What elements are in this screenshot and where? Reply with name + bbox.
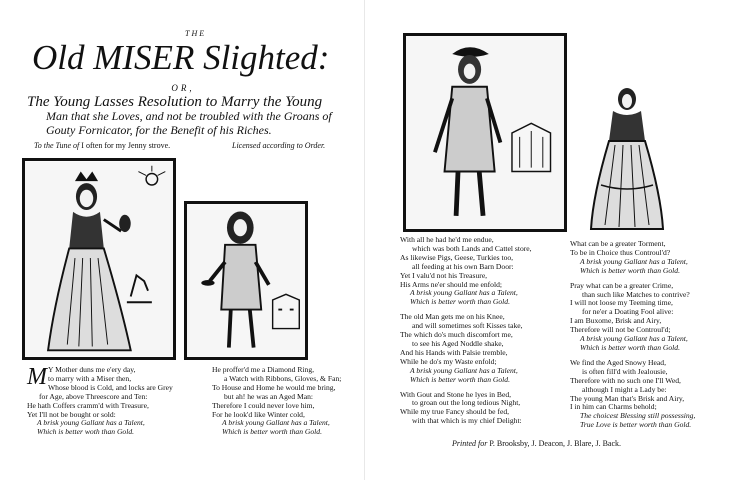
verse-line: Therefore I could never love him, [212,400,315,410]
verse-line: And his Hands with Palsie tremble, [400,347,508,357]
verse-line: all feeding at his own Barn Door: [412,261,514,271]
refrain-line: A brisk young Gallant has a Talent, [410,288,518,298]
verse-column-4 [570,240,730,430]
verse-line: to marry with a Miser then, [48,373,132,383]
subtitle-line-1: The Young Lasses Resolution to Marry the Young [27,94,323,110]
verse-line: The which do's much discomfort me, [400,330,513,340]
verse-column-1 [27,366,202,437]
verse-line: to groan out the long tedious Night, [412,398,521,408]
verse-line: The young Man that's Brisk and Airy, [570,393,685,403]
refrain-line: Which is better worth than Gold. [410,297,510,307]
imprint-label: Printed for [452,439,488,448]
verse-line: which was both Lands and Cattel store, [412,243,532,253]
verse-line: I in him can Charms behold; [570,402,657,412]
verse-column-2 [212,366,377,437]
verse-line: To House and Home he would me bring, [212,382,336,392]
refrain-line: Which is better woth than Gold. [37,427,135,437]
verse-line: for Age, above Threescore and Ten: [39,391,148,401]
subtitle-rest: Man that she Loves, and not be troubled with the Groans of Gouty Fornicator, for the Benefit of his Riches. [46,109,332,137]
woodcut-lady-in-gown [585,85,669,232]
verse-line: As likewise Pigs, Geese, Turkies too, [400,252,514,262]
woodcut-gentleman-in-wig [184,201,308,360]
verse-line: His Arms ne'er should me enfold; [400,279,502,289]
verse-line: Yet I'll not be bought or sold: [27,409,116,419]
verse-line: although I might a Lady be: [582,384,667,394]
refrain-line: Which is better worth than Gold. [222,427,322,437]
verse-line: to see his Aged Noddle shake, [412,338,504,348]
verse-line: and will sometimes soft Kisses take, [412,321,523,331]
verse-line: Therefore will not be Controul'd; [570,325,671,335]
lady-figure-icon [25,161,173,357]
verse-line: With Gout and Stone he lyes in Bed, [400,389,512,399]
verse-line: The old Man gets me on his Knee, [400,312,505,322]
verse-line: Pray what can be a greater Crime, [570,280,674,290]
verse-line: While my true Fancy should be fed, [400,407,510,417]
verse-line: Yet I valu'd not his Treasure, [400,270,488,280]
imprint [452,439,621,448]
verse-line: with that which is my chief Delight: [412,416,522,426]
verse-line: He hath Coffers cramm'd with Treasure, [27,400,149,410]
title-or: OR, [171,83,195,93]
refrain-line: A brisk young Gallant has a Talent, [580,256,688,266]
refrain-line: A brisk young Gallant has a Talent, [222,418,330,428]
verse-line: is often fill'd with Jealousie, [582,366,668,376]
refrain-line: The choicest Blessing still possessing, [580,411,696,421]
woodcut-lady-with-fan [22,158,176,360]
verse-line: a Watch with Ribbons, Gloves, & Fan; [224,373,342,383]
verse-line: Whose blood is Cold, and locks are Grey [48,382,173,392]
verse-column-3 [400,236,565,426]
verse-line: While he do's my Waste enfold; [400,356,497,366]
gentleman-figure-icon [187,204,305,357]
verse-line: but ah! he was an Aged Man: [224,391,313,401]
refrain-line: A brisk young Gallant has a Talent, [580,334,688,344]
lady-gown-figure-icon [585,85,669,232]
verse-line: With all he had he'd me endue, [400,235,494,244]
woodcut-gentleman-with-hat-and-cane [403,33,567,232]
drop-cap: M [27,364,47,390]
verse-line: What can be a greater Torment, [570,239,666,248]
verse-line: I will not loose my Teeming time, [570,298,673,308]
verse-line: Y Mother duns me e'ery day, [48,365,136,374]
refrain-line: True Love is better worth than Gold. [580,420,692,430]
title-the: THE [185,29,207,38]
ballad-title: Old MISER Slighted: [32,38,330,77]
gentleman-hat-figure-icon [406,36,564,229]
verse-line: Therefore with no such one I'll Wed, [570,375,681,385]
verse-line: To be in Choice thus Controul'd? [570,247,671,257]
imprint-names: P. Brooksby, J. Deacon, J. Blare, J. Back. [489,439,622,448]
verse-line: For he look'd like Winter cold, [212,409,305,419]
verse-line: We find the Aged Snowy Head, [570,357,666,367]
refrain-line: Which is better worth than Gold. [580,342,680,352]
tune-label: To the Tune of [34,141,80,150]
verse-line: He proffer'd me a Diamond Ring, [212,365,315,374]
verse-line: I am Buxome, Brisk and Airy, [570,316,662,326]
refrain-line: Which is better worth than Gold. [580,265,680,275]
tune-name: I often for my Jenny strove. [81,141,171,150]
refrain-line: A brisk young Gallant has a Talent, [37,418,145,428]
verse-line: than such like Matches to contrive? [582,289,690,299]
licensed-note: Licensed according to Order. [232,141,326,150]
refrain-line: A brisk young Gallant has a Talent, [410,365,518,375]
verse-line: for ne'er a Doating Fool alive: [582,307,674,317]
refrain-line: Which is better worth than Gold. [410,374,510,384]
